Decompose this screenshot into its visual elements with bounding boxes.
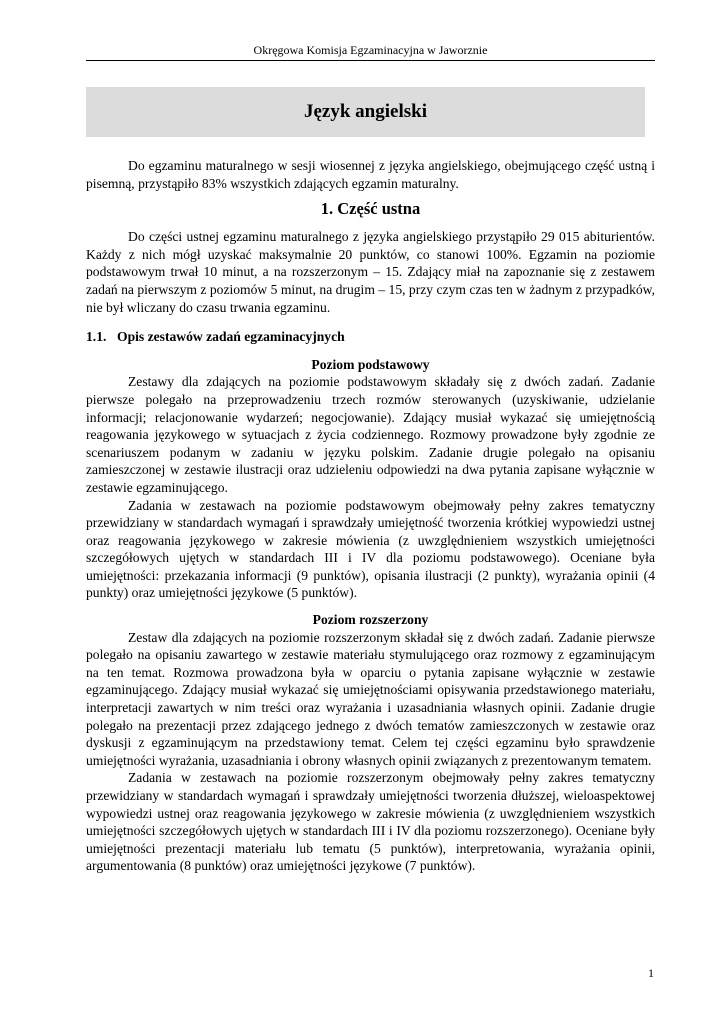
oral-exam-paragraph: Do części ustnej egzaminu maturalnego z języka angielskiego przystąpiło 29 015 abiturientów. Każdy z nich mógł uzyskać maksymalnie 20 punktów, co stanowi 100%. Egzamin na poziomie podstawowym trwał 10 minut, a na rozszerzonym – 15. Zdający miał na zapoznanie się z zestawem zadań na pierwszym z poziomów 5 minut, na drugim – 15, przy czym czas ten w żadnym z przypadków, nie był wliczany do czasu trwania egzaminu. <box>86 229 655 315</box>
extended-level-paragraph-2: Zadania w zestawach na poziomie rozszerzonym obejmowały pełny zakres tematyczny przewidziany w standardach wymagań i sprawdzały umiejętności tworzenia dłuższej, wieloaspektowej wypowiedzi ustnej oraz reagowania językowego w zakresie mówienia (z uwzględnieniem wszystkich umiejętności szczegółowych ujętych w standardach III i IV dla poziomu rozszerzonego). Oceniane były umiejętności prezentacji materiału lub tematu (5 punktów), interpretowania, wyrażania opinii, argumentowania (8 punktów) oraz umiejętności językowe (7 punktów). <box>86 770 655 874</box>
page-title: Język angielski <box>304 101 427 122</box>
subsection-title: Opis zestawów zadań egzaminacyjnych <box>117 329 345 345</box>
subsection-number: 1.1. <box>86 329 107 345</box>
header-rule <box>86 60 655 61</box>
document-body <box>86 157 655 875</box>
basic-level-heading: Poziom podstawowy <box>311 356 430 372</box>
running-header: Okręgowa Komisja Egzaminacyjna w Jaworznie <box>253 43 488 57</box>
extended-level-paragraph-1: Zestaw dla zdających na poziomie rozszerzonym składał się z dwóch zadań. Zadanie pierwsze polegało na opisaniu zawartego w zestawie materiału stymulującego oraz rozmowy z egzaminującym na ten temat. Rozmowa prowadzona była w oparciu o pytania zapisane wyłącznie w zestawie egzaminującego. Zdający musiał wykazać się umiejętnościami opisywania przedstawionego materiału, interpretacji zawartych w nim treści oraz wyrażania i uzasadniania własnych opinii. Zadanie drugie polegało na prezentacji przez zdającego jednego z dwóch tematów zamieszczonych w zestawie oraz dyskusji z egzaminującym na przedstawiony temat. Celem tej części egzaminu było sprawdzenie umiejętności wyrażania, uzasadniania i obrony własnych opinii związanych z prezentowanym tematem. <box>86 629 655 768</box>
basic-level-paragraph-1: Zestawy dla zdających na poziomie podstawowym składały się z dwóch zadań. Zadanie pierwsze polegało na przeprowadzeniu trzech rozmów sterowanych (uzyskiwanie, udzielanie informacji; relacjonowanie wydarzeń; negocjowanie). Zdający musiał wykazać się umiejętnością reagowania językowego w sytuacjach z życia codziennego. Rozmowy prowadzone były zgodnie ze scenariuszem podanym w zadaniu w języku polskim. Zadanie drugie polegało na opisaniu zamieszczonej w zestawie ilustracji oraz udzieleniu odpowiedzi na dwa pytania zapisane wyłącznie w zestawie egzaminującego. <box>86 374 655 495</box>
page-number: 1 <box>648 966 654 980</box>
basic-level-paragraph-2: Zadania w zestawach na poziomie podstawowym obejmowały pełny zakres tematyczny przewidziany w standardach wymagań i sprawdzały umiejętność tworzenia krótkiej wypowiedzi ustnej oraz reagowania językowego w zakresie mówienia (z uwzględnieniem wszystkich umiejętności szczegółowych ujętych w standardach III i IV dla poziomu podstawowego). Oceniane była umiejętności: przekazania informacji (9 punktów), opisania ilustracji (2 punkty), wyrażania opinii (4 punkty) oraz umiejętności językowe (5 punktów). <box>86 497 655 601</box>
extended-level-heading: Poziom rozszerzony <box>312 612 429 628</box>
intro-paragraph: Do egzaminu maturalnego w sesji wiosennej z języka angielskiego, obejmującego część ustną i pisemną, przystąpiło 83% wszystkich zdających egzamin maturalny. <box>86 158 655 191</box>
title-banner <box>86 87 645 137</box>
section-heading-oral: 1. Część ustna <box>320 199 421 219</box>
subsection-heading <box>86 328 655 346</box>
